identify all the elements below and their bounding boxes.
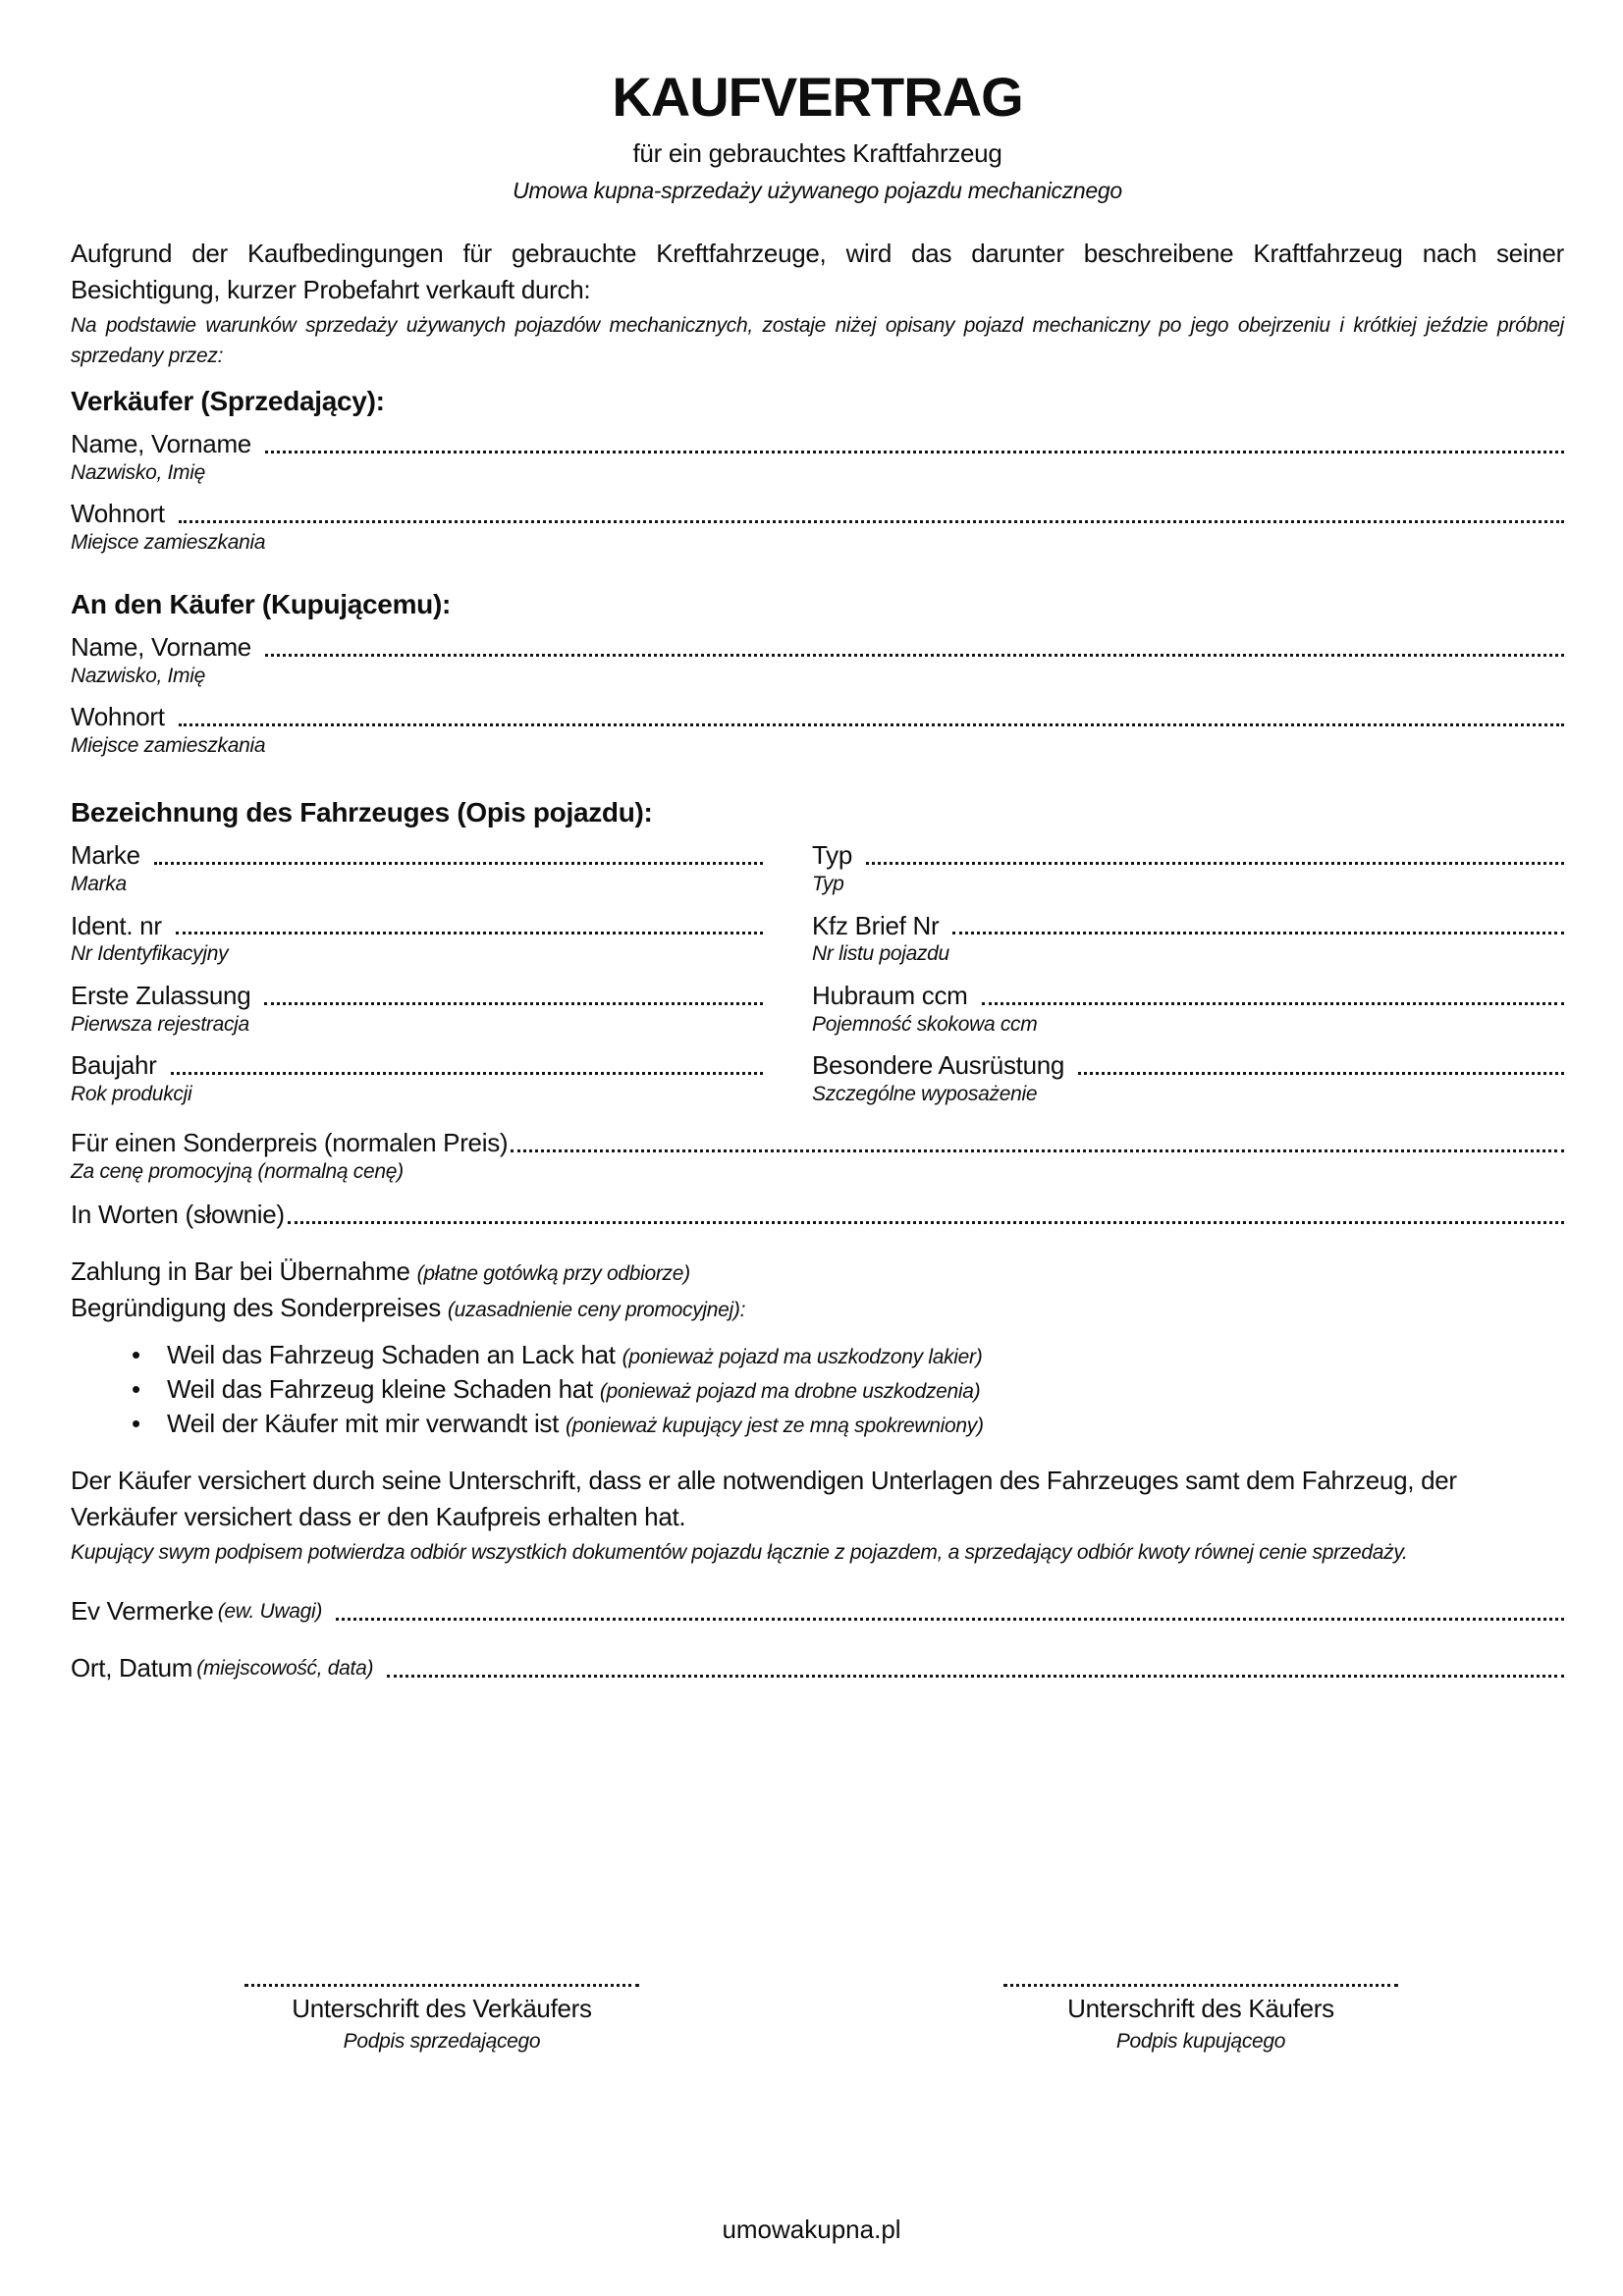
vehicle-registration-doc-sublabel: Nr listu pojazdu	[812, 942, 949, 966]
vehicle-first-registration-label: Erste Zulassung	[71, 980, 251, 1010]
intro-paragraph-german: Aufgrund der Kaufbedingungen für gebrauchte Kreftfahrzeuge, wird das darunter beschreibene Kraftfahrzeug nach seiner Besichtigung, kurzer Probefahrt verkauft durch:	[71, 239, 1564, 305]
vehicle-build-year-sublabel: Rok produkcji	[71, 1082, 192, 1105]
buyer-address-label: Wohnort	[71, 701, 165, 731]
vehicle-make-row	[71, 841, 763, 871]
buyer-name-field	[71, 633, 1564, 689]
special-price-sublabel: Za cenę promocyjną (normalną cenę)	[71, 1159, 404, 1183]
vehicle-grid	[71, 828, 1564, 1107]
buyer-address-sublabel: Miejsce zamieszkania	[71, 733, 266, 757]
vehicle-type-label: Typ	[812, 840, 853, 871]
price-in-words-row	[71, 1201, 1564, 1230]
special-price-field	[71, 1129, 1564, 1185]
seller-address-row	[71, 500, 1564, 529]
remarks-row	[71, 1597, 1564, 1627]
price-reason-item	[71, 1407, 1564, 1441]
buyer-name-row	[71, 633, 1564, 663]
vehicle-make-fill-line	[154, 862, 763, 865]
vehicle-type-fill-line	[866, 862, 1564, 865]
buyer-signature-block	[1003, 1975, 1398, 2055]
seller-signature-block	[244, 1975, 639, 2055]
vehicle-right-column	[812, 828, 1564, 1107]
remarks-fill-line	[336, 1618, 1564, 1621]
vehicle-registration-doc-label: Kfz Brief Nr	[812, 910, 940, 940]
vehicle-special-equipment-label: Besondere Ausrüstung	[812, 1049, 1065, 1080]
intro-paragraph-polish: Na podstawie warunków sprzedaży używanych pojazdów mechanicznych, zostaje niżej opisany pojazd mechaniczny po jego obejrzeniu i krótkiej jeździe próbnej sprzedany przez:	[71, 313, 1564, 368]
place-date-label-german: Ort, Datum	[71, 1652, 193, 1682]
price-in-words-label: In Worten (słownie)	[71, 1200, 285, 1230]
price-section	[71, 1129, 1564, 1230]
buyer-section	[71, 590, 1564, 760]
seller-address-fill-line	[179, 520, 1564, 523]
document-subtitle-polish: Umowa kupna-sprzedaży używanego pojazdu mechanicznego	[513, 177, 1122, 203]
vehicle-registration-doc-fill-line	[952, 932, 1564, 934]
place-date-field	[71, 1654, 1564, 1683]
bullet-icon: •	[132, 1373, 140, 1404]
vehicle-type-sublabel: Typ	[812, 873, 844, 896]
vehicle-vin-label: Ident. nr	[71, 910, 162, 940]
place-date-label-polish: (miejscowość, data)	[196, 1656, 374, 1680]
document-subtitle-german: für ein gebrauchtes Kraftfahrzeug	[632, 137, 1002, 168]
price-reason-text-german: Weil der Käufer mit mir verwandt ist	[167, 1408, 560, 1438]
signature-section	[0, 1975, 1623, 2083]
buyer-name-fill-line	[265, 654, 1564, 657]
vehicle-build-year-fill-line	[171, 1072, 763, 1075]
remarks-label-polish: (ew. Uwagi)	[217, 1599, 323, 1623]
remarks-field	[71, 1597, 1564, 1627]
seller-signature-label-polish: Podpis sprzedającego	[343, 2029, 541, 2053]
footer-site-name: umowakupna.pl	[722, 2215, 901, 2244]
vehicle-registration-doc-field	[812, 912, 1564, 968]
vehicle-make-field	[71, 841, 763, 897]
vehicle-special-equipment-row	[812, 1051, 1564, 1081]
vehicle-engine-capacity-fill-line	[982, 1002, 1564, 1005]
seller-signature-fill-line	[244, 1975, 639, 1987]
seller-address-field	[71, 500, 1564, 556]
price-reason-text-polish: (ponieważ pojazd ma uszkodzony lakier)	[622, 1345, 983, 1368]
vehicle-first-registration-fill-line	[264, 1002, 763, 1005]
buyer-signature-label-polish: Podpis kupującego	[1115, 2029, 1286, 2053]
price-reason-text-german: Weil das Fahrzeug Schaden an Lack hat	[167, 1339, 616, 1369]
seller-name-row	[71, 430, 1564, 459]
vehicle-section	[71, 798, 1564, 1107]
price-reason-heading-german: Begründigung des Sonderpreises	[71, 1292, 441, 1322]
buyer-signature-fill-line	[1003, 1975, 1398, 1987]
vehicle-special-equipment-sublabel: Szczególne wyposażenie	[812, 1082, 1038, 1105]
seller-address-sublabel: Miejsce zamieszkania	[71, 531, 266, 555]
buyer-address-fill-line	[179, 723, 1564, 726]
assurance-paragraph-polish: Kupujący swym podpisem potwierdza odbiór wszystkich dokumentów pojazdu łącznie z pojazdem, a sprzedający odbiór kwoty równej cenie sprzedaży.	[71, 1540, 1408, 1564]
document-title: KAUFVERTRAG	[612, 66, 1023, 128]
vehicle-special-equipment-field	[812, 1051, 1564, 1107]
price-in-words-fill-line	[288, 1221, 1564, 1224]
assurance-section	[71, 1463, 1564, 1568]
seller-name-fill-line	[265, 451, 1564, 454]
vehicle-make-sublabel: Marka	[71, 873, 127, 896]
document-header	[71, 66, 1564, 203]
seller-heading: Verkäufer (Sprzedający):	[71, 386, 385, 417]
price-reason-text-polish: (ponieważ pojazd ma drobne uszkodzenia)	[599, 1379, 981, 1403]
vehicle-build-year-field	[71, 1051, 763, 1107]
special-price-fill-line	[511, 1149, 1564, 1152]
bullet-icon: •	[132, 1408, 140, 1438]
place-date-row	[71, 1654, 1564, 1683]
vehicle-first-registration-field	[71, 982, 763, 1038]
buyer-address-row	[71, 703, 1564, 732]
assurance-paragraph-german: Der Käufer versichert durch seine Unterschrift, dass er alle notwendigen Unterlagen des Fahrzeuges samt dem Fahrzeug, der Verkäufer versichert dass er den Kaufpreis erhalten hat.	[71, 1466, 1457, 1531]
vehicle-make-label: Marke	[71, 840, 140, 871]
special-price-row	[71, 1129, 1564, 1158]
vehicle-left-column	[71, 828, 763, 1107]
price-reason-heading-polish: (uzasadnienie ceny promocyjnej):	[447, 1298, 746, 1321]
vehicle-heading: Bezeichnung des Fahrzeuges (Opis pojazdu):	[71, 797, 653, 828]
vehicle-type-field	[812, 841, 1564, 897]
payment-section	[71, 1254, 1564, 1441]
vehicle-special-equipment-fill-line	[1078, 1072, 1564, 1075]
vehicle-vin-field	[71, 912, 763, 968]
buyer-heading: An den Käufer (Kupującemu):	[71, 588, 452, 619]
price-reason-text-german: Weil das Fahrzeug kleine Schaden hat	[167, 1373, 593, 1404]
vehicle-first-registration-sublabel: Pierwsza rejestracja	[71, 1012, 249, 1036]
seller-name-sublabel: Nazwisko, Imię	[71, 461, 205, 485]
vehicle-vin-fill-line	[176, 932, 763, 934]
price-in-words-field	[71, 1201, 1564, 1230]
special-price-label: Für einen Sonderpreis (normalen Preis)	[71, 1127, 509, 1157]
seller-name-label: Name, Vorname	[71, 429, 251, 459]
vehicle-engine-capacity-field	[812, 982, 1564, 1038]
vehicle-engine-capacity-row	[812, 982, 1564, 1011]
seller-section	[71, 387, 1564, 557]
seller-signature-label-german: Unterschrift des Verkäufers	[292, 1994, 592, 2023]
intro-section	[71, 236, 1564, 371]
remarks-label-german: Ev Vermerke	[71, 1595, 214, 1626]
vehicle-vin-sublabel: Nr Identyfikacyjny	[71, 942, 229, 966]
seller-address-label: Wohnort	[71, 499, 165, 529]
vehicle-registration-doc-row	[812, 912, 1564, 941]
vehicle-first-registration-row	[71, 982, 763, 1011]
vehicle-build-year-row	[71, 1051, 763, 1081]
vehicle-engine-capacity-sublabel: Pojemność skokowa ccm	[812, 1012, 1038, 1036]
place-date-fill-line	[387, 1675, 1564, 1678]
price-reason-heading-line	[71, 1290, 1564, 1326]
vehicle-type-row	[812, 841, 1564, 871]
cash-payment-text-german: Zahlung in Bar bei Übernahme	[71, 1255, 410, 1286]
vehicle-engine-capacity-label: Hubraum ccm	[812, 980, 968, 1010]
buyer-signature-label-german: Unterschrift des Käufers	[1067, 1994, 1334, 2023]
price-reason-text-polish: (ponieważ kupujący jest ze mną spokrewniony)	[566, 1414, 984, 1437]
price-reason-list	[71, 1338, 1564, 1441]
bullet-icon: •	[132, 1339, 140, 1369]
cash-payment-line	[71, 1254, 1564, 1290]
buyer-name-sublabel: Nazwisko, Imię	[71, 664, 205, 687]
buyer-name-label: Name, Vorname	[71, 631, 251, 662]
vehicle-vin-row	[71, 912, 763, 941]
price-reason-item	[71, 1338, 1564, 1372]
buyer-address-field	[71, 703, 1564, 759]
vehicle-build-year-label: Baujahr	[71, 1049, 157, 1080]
cash-payment-text-polish: (płatne gotówką przy odbiorze)	[416, 1261, 690, 1285]
seller-name-field	[71, 430, 1564, 486]
price-reason-item	[71, 1372, 1564, 1407]
